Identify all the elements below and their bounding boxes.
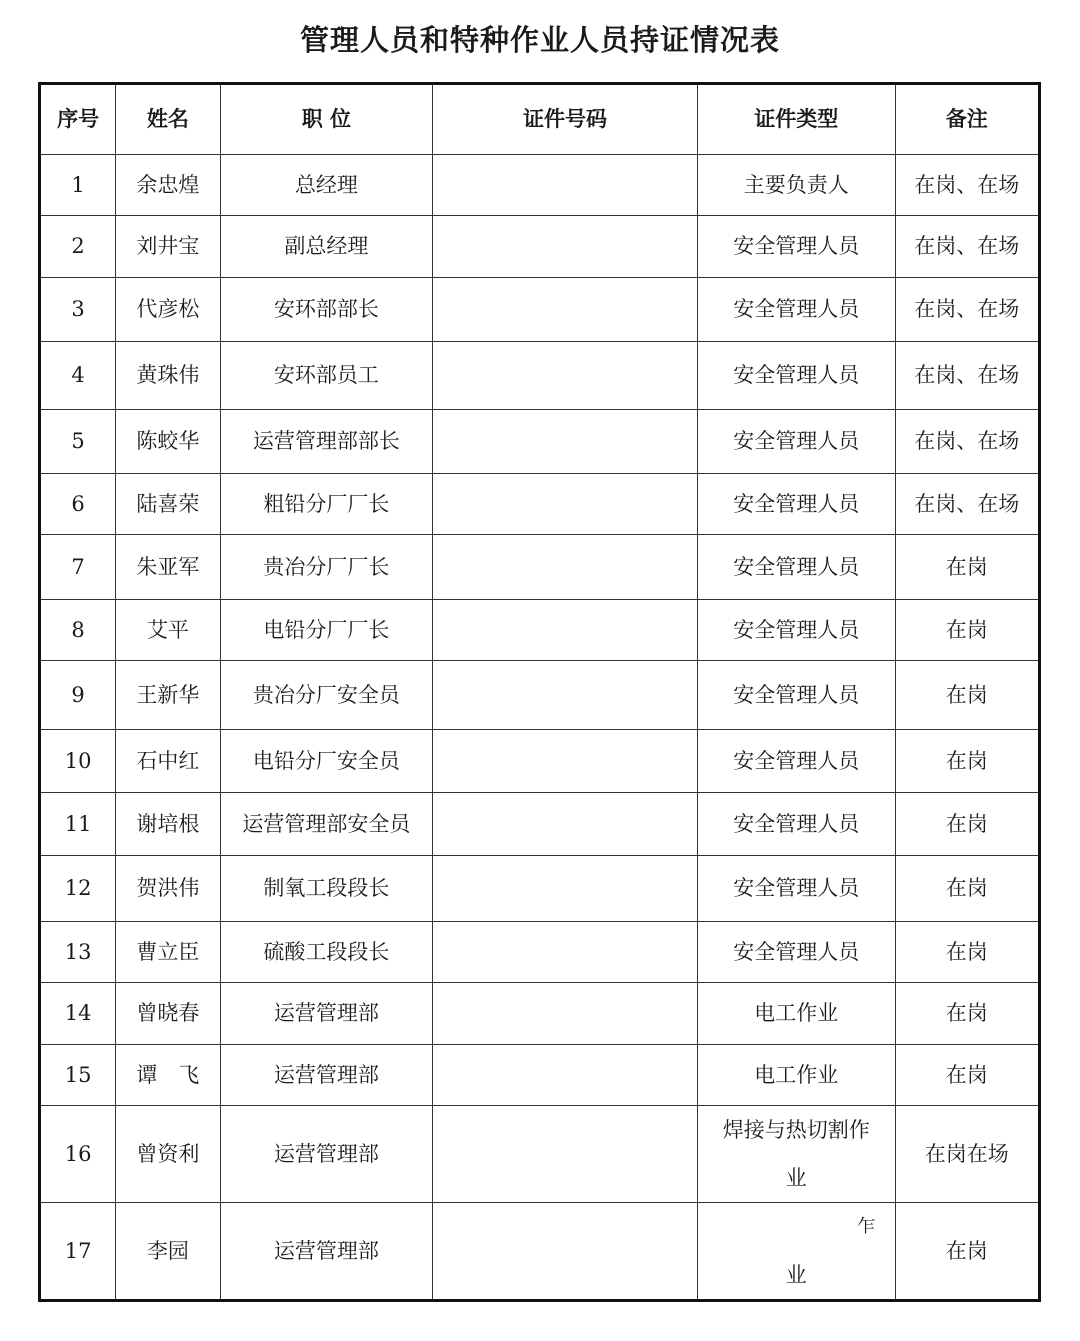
cell-name: 贺洪伟	[116, 856, 220, 922]
table-row	[40, 600, 1040, 661]
cell-note: 在岗	[895, 856, 1039, 922]
cell-cert-type: 安全管理人员	[697, 600, 895, 661]
cell-cert-type: 安全管理人员	[697, 793, 895, 856]
table-row	[40, 474, 1040, 535]
cell-no: 13	[40, 922, 116, 983]
cell-no: 7	[40, 535, 116, 600]
cell-cert-type: 安全管理人员	[697, 474, 895, 535]
cell-cert-no	[433, 983, 698, 1045]
cell-cert-no	[433, 661, 698, 730]
cell-name: 谢培根	[116, 793, 220, 856]
cell-cert-no	[433, 600, 698, 661]
cell-name: 陈蛟华	[116, 410, 220, 474]
cell-cert-no	[433, 856, 698, 922]
table-row	[40, 1106, 1040, 1203]
cell-no: 5	[40, 410, 116, 474]
cell-name: 艾平	[116, 600, 220, 661]
cell-note: 在岗在场	[895, 1106, 1039, 1203]
table-row	[40, 342, 1040, 410]
cell-no: 9	[40, 661, 116, 730]
header-position: 职 位	[220, 84, 433, 155]
table-row	[40, 1045, 1040, 1106]
cell-note: 在岗	[895, 535, 1039, 600]
cell-cert-no	[433, 278, 698, 342]
cell-cert-type: 安全管理人员	[697, 342, 895, 410]
cell-cert-type: 安全管理人员	[697, 661, 895, 730]
cert-type-line: 焊接与热切割作	[722, 1118, 870, 1142]
cell-cert-type: 安全管理人员	[697, 730, 895, 793]
cell-position: 运营管理部部长	[220, 410, 433, 474]
cell-position: 安环部员工	[220, 342, 433, 410]
cell-position: 电铅分厂安全员	[220, 730, 433, 793]
cell-position: 运营管理部安全员	[220, 793, 433, 856]
cell-position: 制氧工段段长	[220, 856, 433, 922]
cell-cert-type: 安全管理人员	[697, 922, 895, 983]
cell-no: 3	[40, 278, 116, 342]
cell-name: 余忠煌	[116, 155, 220, 216]
cell-name: 李园	[116, 1203, 220, 1301]
cell-name: 石中红	[116, 730, 220, 793]
cell-no: 12	[40, 856, 116, 922]
cell-position: 运营管理部	[220, 983, 433, 1045]
table-row	[40, 793, 1040, 856]
table-row	[40, 730, 1040, 793]
cell-note: 在岗	[895, 983, 1039, 1045]
cell-cert-no	[433, 155, 698, 216]
cell-note: 在岗	[895, 730, 1039, 793]
cell-cert-no	[433, 730, 698, 793]
table-row	[40, 922, 1040, 983]
cell-cert-no	[433, 1203, 698, 1301]
cell-position: 贵冶分厂厂长	[220, 535, 433, 600]
cell-no: 17	[40, 1203, 116, 1301]
cert-type-line: 业	[785, 1263, 807, 1287]
cell-note: 在岗、在场	[895, 155, 1039, 216]
cell-position: 粗铅分厂厂长	[220, 474, 433, 535]
cell-cert-type: 电工作业	[697, 983, 895, 1045]
cell-no: 2	[40, 216, 116, 278]
cell-position: 副总经理	[220, 216, 433, 278]
cell-cert-type: 主要负责人	[697, 155, 895, 216]
cell-name: 王新华	[116, 661, 220, 730]
cell-no: 6	[40, 474, 116, 535]
cell-name: 朱亚军	[116, 535, 220, 600]
table-row	[40, 410, 1040, 474]
cell-note: 在岗、在场	[895, 342, 1039, 410]
cell-no: 15	[40, 1045, 116, 1106]
cell-position: 运营管理部	[220, 1106, 433, 1203]
cell-cert-no	[433, 474, 698, 535]
table-row	[40, 661, 1040, 730]
cell-note: 在岗	[895, 661, 1039, 730]
cell-note: 在岗	[895, 1045, 1039, 1106]
cell-no: 11	[40, 793, 116, 856]
cell-note: 在岗、在场	[895, 278, 1039, 342]
cell-name: 曹立臣	[116, 922, 220, 983]
cell-cert-no	[433, 1106, 698, 1203]
table-row	[40, 155, 1040, 216]
table-row	[40, 535, 1040, 600]
cell-position: 运营管理部	[220, 1045, 433, 1106]
header-note: 备注	[895, 84, 1039, 155]
header-row	[40, 84, 1040, 155]
cell-note: 在岗	[895, 922, 1039, 983]
cell-note: 在岗、在场	[895, 216, 1039, 278]
cell-name: 陆喜荣	[116, 474, 220, 535]
cell-no: 10	[40, 730, 116, 793]
cell-no: 16	[40, 1106, 116, 1203]
cell-cert-type: 电工作业	[697, 1045, 895, 1106]
cell-cert-type	[697, 1203, 895, 1301]
cell-note: 在岗、在场	[895, 410, 1039, 474]
cell-cert-type: 安全管理人员	[697, 535, 895, 600]
cell-cert-no	[433, 535, 698, 600]
cell-cert-no	[433, 216, 698, 278]
cell-note: 在岗	[895, 600, 1039, 661]
cert-type-line: 乍	[857, 1216, 876, 1237]
cell-cert-type: 安全管理人员	[697, 856, 895, 922]
cell-cert-no	[433, 1045, 698, 1106]
cell-no: 1	[40, 155, 116, 216]
table-row	[40, 983, 1040, 1045]
cell-cert-type: 安全管理人员	[697, 410, 895, 474]
cell-cert-no	[433, 922, 698, 983]
cell-name: 代彦松	[116, 278, 220, 342]
cell-position: 运营管理部	[220, 1203, 433, 1301]
table-row	[40, 216, 1040, 278]
header-cert-type: 证件类型	[697, 84, 895, 155]
cell-note: 在岗、在场	[895, 474, 1039, 535]
cell-cert-no	[433, 410, 698, 474]
cell-cert-type	[697, 1106, 895, 1203]
cell-cert-no	[433, 342, 698, 410]
cell-no: 8	[40, 600, 116, 661]
cell-position: 电铅分厂厂长	[220, 600, 433, 661]
table-row	[40, 278, 1040, 342]
cert-type-line: 业	[785, 1166, 807, 1190]
cell-note: 在岗	[895, 793, 1039, 856]
cell-name: 谭 飞	[116, 1045, 220, 1106]
cell-cert-type: 安全管理人员	[697, 216, 895, 278]
cell-position: 总经理	[220, 155, 433, 216]
page-title: 管理人员和特种作业人员持证情况表	[299, 23, 780, 57]
cell-position: 安环部部长	[220, 278, 433, 342]
table-row	[40, 856, 1040, 922]
cell-name: 黄珠伟	[116, 342, 220, 410]
header-no: 序号	[40, 84, 116, 155]
cell-name: 曾资利	[116, 1106, 220, 1203]
certificate-table	[38, 82, 1041, 1302]
cell-position: 贵冶分厂安全员	[220, 661, 433, 730]
table-row	[40, 1203, 1040, 1301]
cell-cert-type: 安全管理人员	[697, 278, 895, 342]
cell-cert-no	[433, 793, 698, 856]
cell-note: 在岗	[895, 1203, 1039, 1301]
cell-name: 曾晓春	[116, 983, 220, 1045]
cell-no: 4	[40, 342, 116, 410]
cell-name: 刘井宝	[116, 216, 220, 278]
header-cert-no: 证件号码	[433, 84, 698, 155]
cell-no: 14	[40, 983, 116, 1045]
cell-position: 硫酸工段段长	[220, 922, 433, 983]
header-name: 姓名	[116, 84, 220, 155]
